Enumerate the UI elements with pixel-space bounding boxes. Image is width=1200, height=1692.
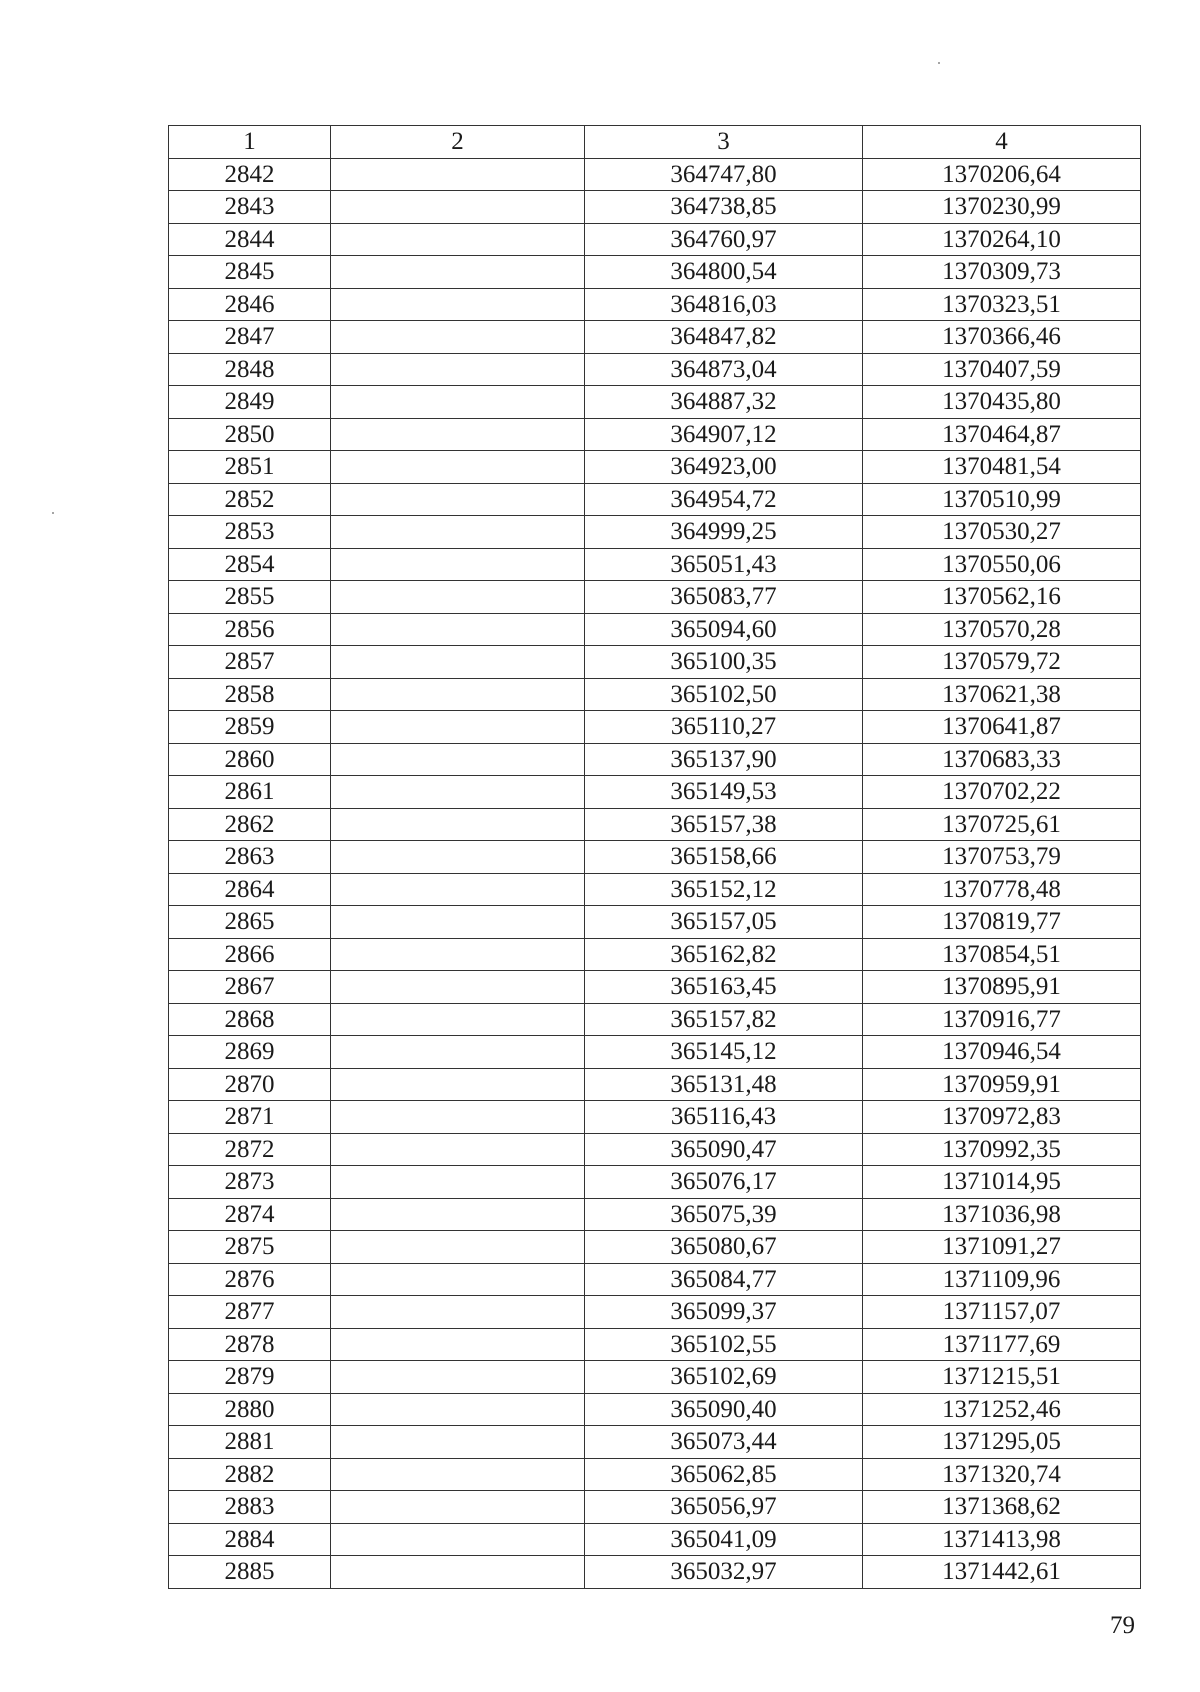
point-number-cell: 2861 [169,776,331,809]
y-coordinate-cell: 1370753,79 [863,841,1141,874]
y-coordinate-cell: 1371157,07 [863,1296,1141,1329]
y-coordinate-cell: 1370725,61 [863,808,1141,841]
table-row [169,1426,1141,1459]
y-coordinate-cell: 1370562,16 [863,581,1141,614]
blank-cell [331,581,585,614]
x-coordinate-cell: 365116,43 [585,1101,863,1134]
y-coordinate-cell: 1371252,46 [863,1393,1141,1426]
x-coordinate-cell: 364923,00 [585,451,863,484]
point-number-cell: 2843 [169,191,331,224]
table-row [169,1198,1141,1231]
x-coordinate-cell: 365032,97 [585,1556,863,1589]
point-number-cell: 2867 [169,971,331,1004]
y-coordinate-cell: 1371014,95 [863,1166,1141,1199]
table-row [169,711,1141,744]
y-coordinate-cell: 1370435,80 [863,386,1141,419]
blank-cell [331,1393,585,1426]
x-coordinate-cell: 365084,77 [585,1263,863,1296]
y-coordinate-cell: 1370264,10 [863,223,1141,256]
table-row [169,1263,1141,1296]
blank-cell [331,613,585,646]
page-number: 79 [1110,1612,1135,1639]
table-row [169,971,1141,1004]
point-number-cell: 2876 [169,1263,331,1296]
point-number-cell: 2881 [169,1426,331,1459]
table-row [169,158,1141,191]
x-coordinate-cell: 365158,66 [585,841,863,874]
y-coordinate-cell: 1370992,35 [863,1133,1141,1166]
x-coordinate-cell: 365157,05 [585,906,863,939]
y-coordinate-cell: 1370481,54 [863,451,1141,484]
y-coordinate-cell: 1370946,54 [863,1036,1141,1069]
point-number-cell: 2850 [169,418,331,451]
point-number-cell: 2864 [169,873,331,906]
table-row [169,678,1141,711]
point-number-cell: 2858 [169,678,331,711]
x-coordinate-cell: 365041,09 [585,1523,863,1556]
blank-cell [331,516,585,549]
point-number-cell: 2879 [169,1361,331,1394]
point-number-cell: 2880 [169,1393,331,1426]
x-coordinate-cell: 365102,50 [585,678,863,711]
blank-cell [331,1361,585,1394]
x-coordinate-cell: 364999,25 [585,516,863,549]
x-coordinate-cell: 365157,82 [585,1003,863,1036]
x-coordinate-cell: 365073,44 [585,1426,863,1459]
table-row [169,1361,1141,1394]
blank-cell [331,418,585,451]
blank-cell [331,743,585,776]
x-coordinate-cell: 365145,12 [585,1036,863,1069]
x-coordinate-cell: 365099,37 [585,1296,863,1329]
point-number-cell: 2849 [169,386,331,419]
blank-cell [331,1263,585,1296]
table-row [169,191,1141,224]
point-number-cell: 2846 [169,288,331,321]
table-row [169,1491,1141,1524]
blank-cell [331,1231,585,1264]
blank-cell [331,1426,585,1459]
y-coordinate-cell: 1370959,91 [863,1068,1141,1101]
x-coordinate-cell: 365062,85 [585,1458,863,1491]
y-coordinate-cell: 1370819,77 [863,906,1141,939]
table-row [169,386,1141,419]
table-row [169,321,1141,354]
y-coordinate-cell: 1371442,61 [863,1556,1141,1589]
blank-cell [331,1198,585,1231]
scan-speck [938,62,940,64]
x-coordinate-cell: 365076,17 [585,1166,863,1199]
blank-cell [331,321,585,354]
blank-cell [331,971,585,1004]
blank-cell [331,451,585,484]
table-row [169,1556,1141,1589]
y-coordinate-cell: 1370309,73 [863,256,1141,289]
blank-cell [331,1003,585,1036]
table-body [169,158,1141,1588]
point-number-cell: 2854 [169,548,331,581]
x-coordinate-cell: 364847,82 [585,321,863,354]
blank-cell [331,776,585,809]
x-coordinate-cell: 364747,80 [585,158,863,191]
blank-cell [331,1328,585,1361]
point-number-cell: 2870 [169,1068,331,1101]
table-row [169,1231,1141,1264]
blank-cell [331,1556,585,1589]
point-number-cell: 2856 [169,613,331,646]
y-coordinate-cell: 1370464,87 [863,418,1141,451]
point-number-cell: 2852 [169,483,331,516]
table-row [169,256,1141,289]
y-coordinate-cell: 1370230,99 [863,191,1141,224]
table-row [169,1328,1141,1361]
blank-cell [331,158,585,191]
table-row [169,516,1141,549]
point-number-cell: 2860 [169,743,331,776]
table-row [169,743,1141,776]
point-number-cell: 2874 [169,1198,331,1231]
blank-cell [331,223,585,256]
y-coordinate-cell: 1371295,05 [863,1426,1141,1459]
blank-cell [331,353,585,386]
table-row [169,873,1141,906]
y-coordinate-cell: 1370550,06 [863,548,1141,581]
point-number-cell: 2878 [169,1328,331,1361]
blank-cell [331,938,585,971]
blank-cell [331,256,585,289]
table-row [169,841,1141,874]
table-row [169,1166,1141,1199]
point-number-cell: 2847 [169,321,331,354]
point-number-cell: 2873 [169,1166,331,1199]
table-row [169,1003,1141,1036]
blank-cell [331,548,585,581]
blank-cell [331,483,585,516]
x-coordinate-cell: 365090,40 [585,1393,863,1426]
y-coordinate-cell: 1371036,98 [863,1198,1141,1231]
x-coordinate-cell: 365080,67 [585,1231,863,1264]
table-row [169,938,1141,971]
y-coordinate-cell: 1370972,83 [863,1101,1141,1134]
point-number-cell: 2848 [169,353,331,386]
y-coordinate-cell: 1370683,33 [863,743,1141,776]
blank-cell [331,841,585,874]
x-coordinate-cell: 365090,47 [585,1133,863,1166]
blank-cell [331,1133,585,1166]
table-row [169,548,1141,581]
table-row [169,808,1141,841]
x-coordinate-cell: 365102,69 [585,1361,863,1394]
table-row [169,1458,1141,1491]
y-coordinate-cell: 1371109,96 [863,1263,1141,1296]
column-header-4: 4 [863,126,1141,159]
table-row [169,418,1141,451]
blank-cell [331,1036,585,1069]
point-number-cell: 2842 [169,158,331,191]
x-coordinate-cell: 365157,38 [585,808,863,841]
x-coordinate-cell: 364907,12 [585,418,863,451]
blank-cell [331,906,585,939]
point-number-cell: 2877 [169,1296,331,1329]
table-row [169,223,1141,256]
table-row [169,776,1141,809]
point-number-cell: 2862 [169,808,331,841]
x-coordinate-cell: 365075,39 [585,1198,863,1231]
x-coordinate-cell: 364760,97 [585,223,863,256]
x-coordinate-cell: 365083,77 [585,581,863,614]
table-row [169,581,1141,614]
table-row [169,483,1141,516]
blank-cell [331,288,585,321]
y-coordinate-cell: 1370530,27 [863,516,1141,549]
blank-cell [331,1101,585,1134]
x-coordinate-cell: 365137,90 [585,743,863,776]
blank-cell [331,808,585,841]
x-coordinate-cell: 364738,85 [585,191,863,224]
y-coordinate-cell: 1371320,74 [863,1458,1141,1491]
y-coordinate-cell: 1371368,62 [863,1491,1141,1524]
x-coordinate-cell: 365110,27 [585,711,863,744]
point-number-cell: 2882 [169,1458,331,1491]
x-coordinate-cell: 365094,60 [585,613,863,646]
y-coordinate-cell: 1371177,69 [863,1328,1141,1361]
table-row [169,1296,1141,1329]
table-row [169,1133,1141,1166]
point-number-cell: 2859 [169,711,331,744]
point-number-cell: 2872 [169,1133,331,1166]
blank-cell [331,646,585,679]
x-coordinate-cell: 364800,54 [585,256,863,289]
point-number-cell: 2857 [169,646,331,679]
blank-cell [331,386,585,419]
table-row [169,906,1141,939]
point-number-cell: 2851 [169,451,331,484]
x-coordinate-cell: 365131,48 [585,1068,863,1101]
x-coordinate-cell: 365162,82 [585,938,863,971]
blank-cell [331,1523,585,1556]
x-coordinate-cell: 365152,12 [585,873,863,906]
table-row [169,451,1141,484]
y-coordinate-cell: 1371091,27 [863,1231,1141,1264]
x-coordinate-cell: 364816,03 [585,288,863,321]
y-coordinate-cell: 1370323,51 [863,288,1141,321]
x-coordinate-cell: 365149,53 [585,776,863,809]
blank-cell [331,711,585,744]
blank-cell [331,1491,585,1524]
table-row [169,288,1141,321]
point-number-cell: 2871 [169,1101,331,1134]
table-header-row [169,126,1141,159]
x-coordinate-cell: 365163,45 [585,971,863,1004]
x-coordinate-cell: 365100,35 [585,646,863,679]
blank-cell [331,1166,585,1199]
table-row [169,1101,1141,1134]
point-number-cell: 2885 [169,1556,331,1589]
blank-cell [331,873,585,906]
column-header-1: 1 [169,126,331,159]
y-coordinate-cell: 1370206,64 [863,158,1141,191]
x-coordinate-cell: 365056,97 [585,1491,863,1524]
table-row [169,1523,1141,1556]
table-row [169,1068,1141,1101]
y-coordinate-cell: 1370895,91 [863,971,1141,1004]
y-coordinate-cell: 1370702,22 [863,776,1141,809]
point-number-cell: 2875 [169,1231,331,1264]
y-coordinate-cell: 1370579,72 [863,646,1141,679]
column-header-3: 3 [585,126,863,159]
x-coordinate-cell: 365051,43 [585,548,863,581]
blank-cell [331,1068,585,1101]
y-coordinate-cell: 1370778,48 [863,873,1141,906]
table-row [169,613,1141,646]
y-coordinate-cell: 1371215,51 [863,1361,1141,1394]
table-row [169,353,1141,386]
x-coordinate-cell: 364873,04 [585,353,863,386]
y-coordinate-cell: 1370916,77 [863,1003,1141,1036]
blank-cell [331,191,585,224]
column-header-2: 2 [331,126,585,159]
y-coordinate-cell: 1371413,98 [863,1523,1141,1556]
point-number-cell: 2845 [169,256,331,289]
scan-speck [52,512,54,514]
y-coordinate-cell: 1370407,59 [863,353,1141,386]
point-number-cell: 2853 [169,516,331,549]
y-coordinate-cell: 1370621,38 [863,678,1141,711]
point-number-cell: 2865 [169,906,331,939]
table-row [169,1393,1141,1426]
x-coordinate-cell: 364887,32 [585,386,863,419]
point-number-cell: 2863 [169,841,331,874]
coordinates-table [168,125,1141,1589]
point-number-cell: 2883 [169,1491,331,1524]
x-coordinate-cell: 364954,72 [585,483,863,516]
y-coordinate-cell: 1370641,87 [863,711,1141,744]
point-number-cell: 2869 [169,1036,331,1069]
y-coordinate-cell: 1370510,99 [863,483,1141,516]
point-number-cell: 2884 [169,1523,331,1556]
table-row [169,646,1141,679]
table-row [169,1036,1141,1069]
point-number-cell: 2855 [169,581,331,614]
blank-cell [331,1296,585,1329]
point-number-cell: 2868 [169,1003,331,1036]
y-coordinate-cell: 1370366,46 [863,321,1141,354]
y-coordinate-cell: 1370854,51 [863,938,1141,971]
y-coordinate-cell: 1370570,28 [863,613,1141,646]
blank-cell [331,678,585,711]
x-coordinate-cell: 365102,55 [585,1328,863,1361]
point-number-cell: 2844 [169,223,331,256]
point-number-cell: 2866 [169,938,331,971]
blank-cell [331,1458,585,1491]
